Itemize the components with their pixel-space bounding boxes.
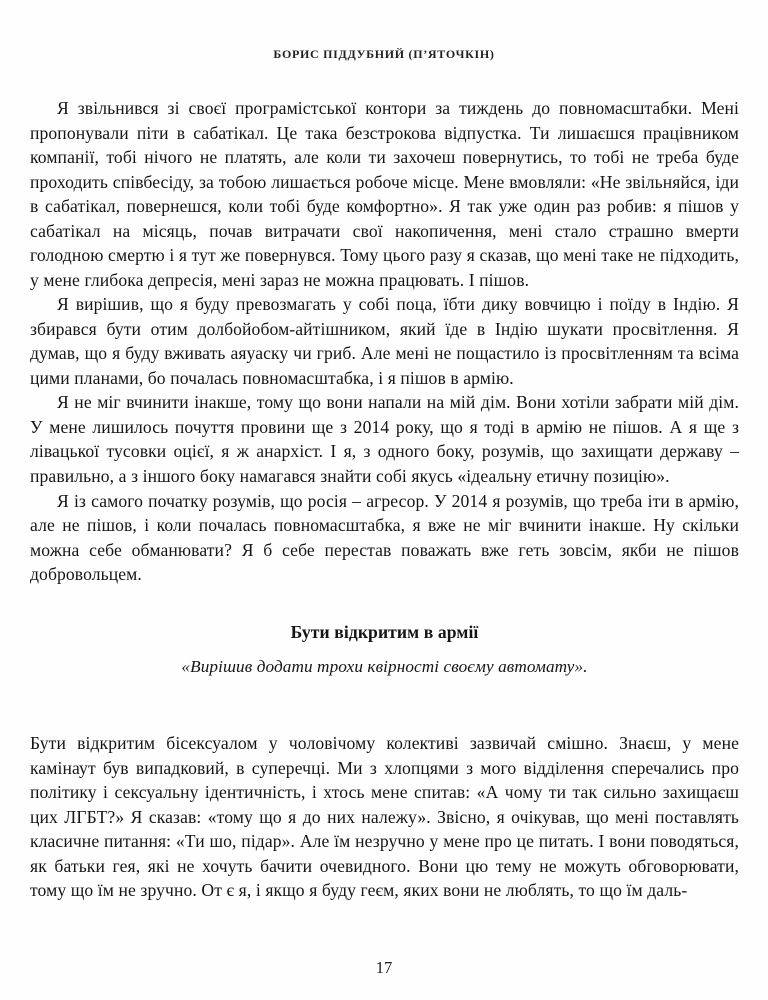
running-header: БОРИС ПІДДУБНИЙ (П’ЯТОЧКІН)	[273, 47, 495, 61]
text-block	[0, 62, 768, 903]
paragraph: Я звільнився зі своєї програмістської контори за тиждень до повномасштабки. Мені пропонували піти в сабатікал. Це така безстрокова відпустка. Ти лишаєшся працівником компанії, тобі нічого не платять, але коли ти захочеш повернутись, то тобі не треба буде проходить співбесіду, за тобою лишається робоче місце. Мене вмовляли: «Не звільняйся, іди в сабатікал, повернешся, коли тобі буде комфортно». Я так уже один раз робив: я пішов у сабатікал на місяць, почав витрачати свої накопичення, мені стало страшно вмерти голодною смертю і я тут же повернувся. Тому цього разу я сказав, що мені таке не підходить, у мене глибока депресія, мені зараз не можна працювать. І пішов.	[30, 98, 739, 290]
epigraph: «Вирішив додати трохи квірності своєму автомату».	[181, 657, 588, 677]
paragraph: Я вирішив, що я буду превозмагать у собі поца, їбти дику вовчицю і поїду в Індію. Я збирався бути отим долбойобом-айтішником, який їде в Індію шукати просвітлення. Я думав, що я буду вживать аяуаску чи гриб. Але мені не пощастило із просвітленням та всіма цими планами, бо почалась повномасштабка, і я пішов в армію.	[30, 294, 739, 388]
section-heading: Бути відкритим в армії	[290, 621, 479, 642]
paragraph: Я із самого початку розумів, що росія – агресор. У 2014 я розумів, що треба іти в армію, але не пішов, і коли почалась повномасштабка, я вже не міг вчинити інакше. Ну скільки можна себе обманювати? Я б себе перестав поважать вже геть зовсім, якби не пішов добровольцем.	[30, 490, 739, 585]
page-number: 17	[375, 958, 393, 977]
paragraph: Я не міг вчинити інакше, тому що вони напали на мій дім. Вони хотіли забрати мій дім. У мене лишилось почуття провини ще з 2014 року, що я тоді в армію не пішов. А я ще з лівацької тусовки оцієї, я ж анархіст. І я, з одного боку, розумів, що захищати державу – правильно, а з іншого боку намагався знайти собі якусь «ідеальну етичну позицію».	[30, 392, 739, 486]
paragraph: Бути відкритим бісексуалом у чоловічому колективі зазвичай смішно. Знаєш, у мене камінаут був випадковий, в суперечці. Ми з хлопцями з мого відділення сперечались про політику і сексуальну ідентичність, і хтось мене спитав: «А чому ти так сильно захищаєш цих ЛГБТ?» Я сказав: «тому що я до них належу». Звісно, я очікував, що мені поставлять класичне питання: «Ти шо, підар». Але їм незручно у мене про це питать. І вони поводяться, як батьки гея, які не хочуть бачити очевидного. Вони цю тему не можуть обговорювати, тому що їм не зручно. От є я, і якщо я буду геєм, яких вони не люблять, то що їм даль-	[30, 733, 739, 901]
